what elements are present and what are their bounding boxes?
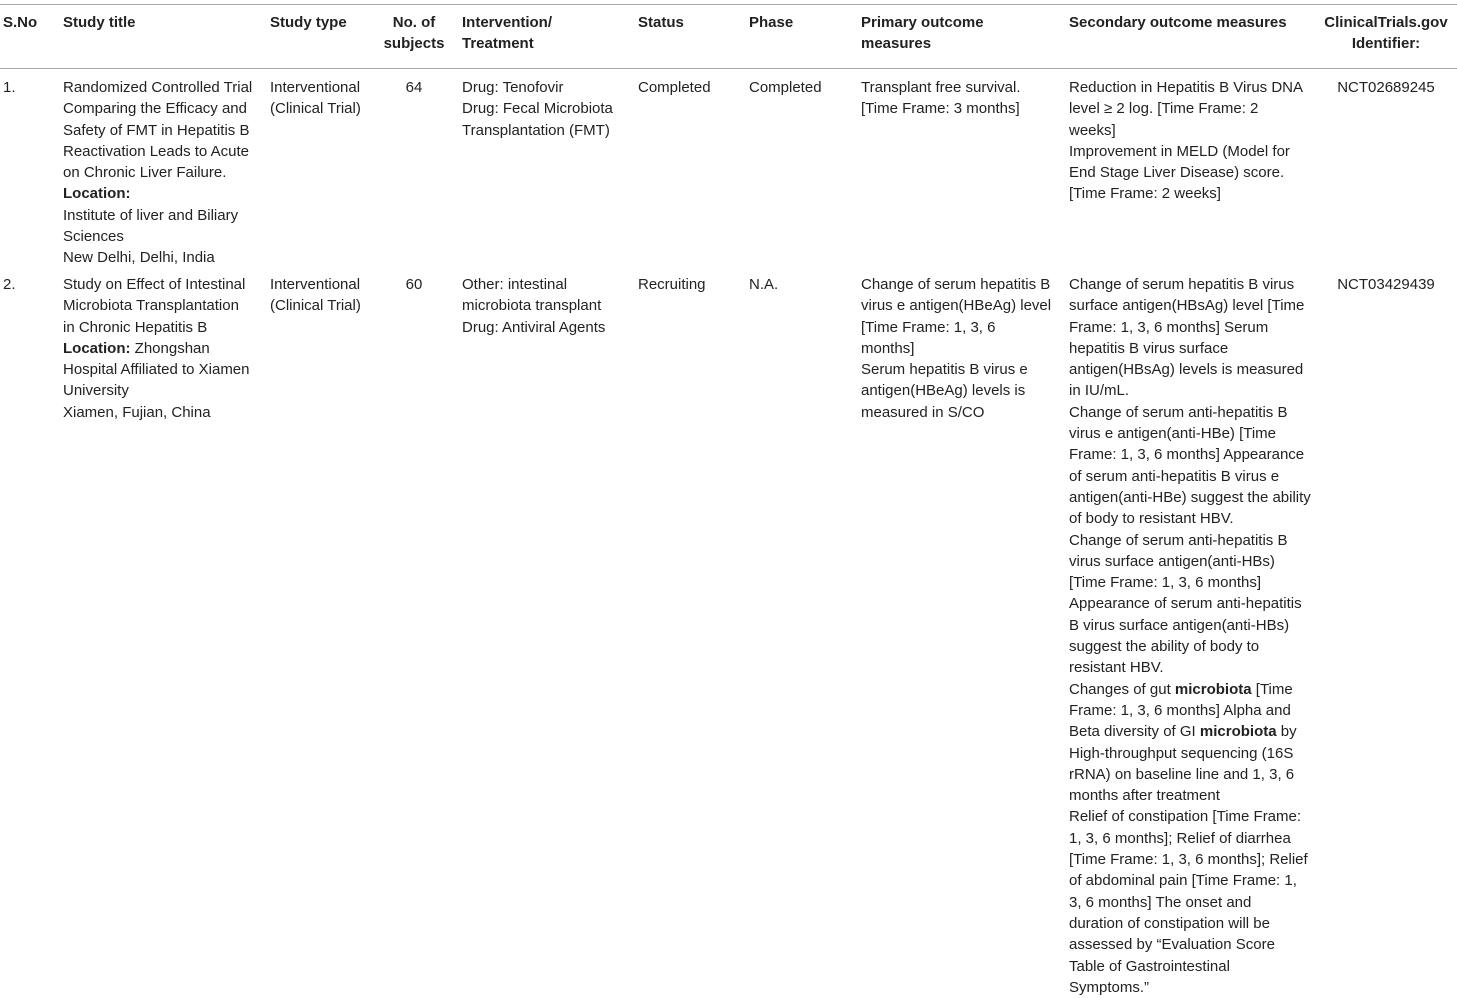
header-intervention-line: Intervention/ — [462, 14, 553, 31]
row-phase: N.A. — [749, 276, 779, 293]
location-line — [63, 338, 250, 359]
location-line — [63, 183, 252, 204]
outcome-line: virus e antigen(anti-HBe) [Time — [1069, 425, 1277, 443]
row-phase: Completed — [749, 79, 822, 96]
outcome-line: Change of serum hepatitis B — [861, 276, 1051, 293]
outcome-line: measured in S/CO — [861, 403, 985, 421]
row-subjects: 64 — [405, 79, 423, 96]
outcome-line: level ≥ 2 log. [Time Frame: 2 — [1069, 100, 1259, 118]
location-line: Hospital Affiliated to Xiamen — [63, 361, 250, 379]
outcome-line: [Time Frame: 1, 3, 6 months] — [1069, 574, 1262, 592]
outcome-line: Appearance of serum anti-hepatitis — [1069, 595, 1302, 613]
outcome-line: Symptoms.” — [1069, 978, 1150, 996]
outcome-line: rRNA) on baseline line and 1, 3, 6 — [1069, 765, 1295, 783]
row-study-title — [63, 77, 252, 269]
outcome-line: of abdominal pain [Time Frame: 1, — [1069, 872, 1297, 890]
type-line: Interventional — [270, 276, 361, 293]
row-primary-outcome — [861, 77, 1021, 120]
outcome-line: [Time Frame: 2 weeks] — [1069, 185, 1221, 203]
row-study-type — [270, 274, 361, 317]
outcome-line: antigen(HBsAg) levels is measured — [1069, 361, 1304, 379]
outcome-line: Changes of gut microbiota [Time — [1069, 680, 1293, 698]
header-subjects-line: No. of — [392, 14, 436, 31]
location-line: Institute of liver and Biliary — [63, 206, 239, 224]
row-primary-outcome — [861, 274, 1051, 423]
outcome-line: weeks] — [1069, 121, 1116, 139]
header-status: Status — [638, 14, 684, 31]
outcome-line: months after treatment — [1069, 787, 1220, 805]
outcome-line: of body to resistant HBV. — [1069, 510, 1234, 528]
row-intervention — [462, 274, 605, 338]
outcome-line: Change of serum hepatitis B virus — [1069, 276, 1295, 293]
outcome-line: months] — [861, 339, 915, 357]
intervention-line: Transplantation (FMT) — [462, 121, 610, 139]
outcome-line: resistant HBV. — [1069, 659, 1164, 677]
header-intervention-line: Treatment — [462, 35, 534, 52]
title-line: Randomized Controlled Trial — [63, 79, 253, 96]
type-line: (Clinical Trial) — [270, 100, 361, 118]
outcome-line: antigen(HBeAg) levels is — [861, 382, 1026, 400]
title-line: Safety of FMT in Hepatitis B — [63, 121, 250, 139]
primary-line: Transplant free survival. — [861, 79, 1021, 96]
outcome-line: Beta diversity of GI microbiota by — [1069, 723, 1297, 741]
header-study-title: Study title — [63, 14, 136, 31]
row-study-type — [270, 77, 361, 120]
title-line: in Chronic Hepatitis B — [63, 318, 208, 336]
row-sno: 1. — [3, 79, 16, 96]
title-line: Microbiota Transplantation — [63, 297, 239, 315]
row-status: Completed — [638, 79, 711, 96]
outcome-line: [Time Frame: 1, 3, 6 months]; Relief — [1069, 851, 1308, 869]
header-subjects-line: subjects — [383, 35, 445, 52]
outcome-line: hepatitis B virus surface — [1069, 339, 1229, 357]
outcome-line: B virus surface antigen(anti-HBs) — [1069, 616, 1290, 634]
location-line: New Delhi, Delhi, India — [63, 249, 215, 267]
outcome-line: Change of serum anti-hepatitis B — [1069, 403, 1288, 421]
title-line: Comparing the Efficacy and — [63, 100, 247, 118]
outcome-line: suggest the ability of body to — [1069, 638, 1260, 656]
row-identifier: NCT03429439 — [1337, 276, 1435, 293]
outcome-line: Frame: 1, 3, 6 months] Appearance — [1069, 446, 1305, 464]
header-identifier-line: Identifier: — [1351, 35, 1421, 52]
location-label: Location: — [63, 185, 131, 203]
header-primary-outcome — [861, 12, 984, 54]
row-intervention — [462, 77, 613, 141]
intervention-line: Drug: Tenofovir — [462, 79, 564, 96]
location-first: Zhongshan — [130, 339, 210, 357]
outcome-line: Improvement in MELD (Model for — [1069, 142, 1290, 160]
row-secondary-outcome — [1069, 274, 1311, 998]
header-primary-line: measures — [861, 35, 932, 52]
outcome-line: Reduction in Hepatitis B Virus DNA — [1069, 79, 1303, 96]
title-line: on Chronic Liver Failure. — [63, 164, 227, 182]
type-line: Interventional — [270, 79, 361, 96]
header-intervention — [462, 12, 552, 54]
outcome-line: virus e antigen(HBeAg) level — [861, 297, 1052, 315]
title-line: Reactivation Leads to Acute — [63, 142, 249, 160]
row-sno: 2. — [3, 276, 16, 293]
location-line: Sciences — [63, 228, 124, 246]
intervention-line: Drug: Antiviral Agents — [462, 318, 606, 336]
primary-line: [Time Frame: 3 months] — [861, 100, 1020, 118]
type-line: (Clinical Trial) — [270, 297, 361, 315]
outcome-line: of serum anti-hepatitis B virus e — [1069, 467, 1280, 485]
intervention-line: Drug: Fecal Microbiota — [462, 100, 613, 118]
outcome-line: 1, 3, 6 months]; Relief of diarrhea — [1069, 829, 1291, 847]
header-study-type: Study type — [270, 14, 347, 31]
header-primary-line: Primary outcome — [861, 14, 984, 31]
title-line: Study on Effect of Intestinal — [63, 276, 246, 293]
header-bottom-rule — [0, 68, 1457, 69]
outcome-line: Relief of constipation [Time Frame: — [1069, 808, 1302, 826]
outcome-line: 3, 6 months] The onset and — [1069, 893, 1252, 911]
outcome-line: [Time Frame: 1, 3, 6 — [861, 318, 996, 336]
header-identifier — [1318, 12, 1454, 54]
row-secondary-outcome — [1069, 77, 1303, 205]
header-secondary-outcome: Secondary outcome measures — [1069, 14, 1287, 31]
row-subjects: 60 — [405, 276, 423, 293]
row-identifier: NCT02689245 — [1337, 79, 1435, 96]
outcome-line: Frame: 1, 3, 6 months] Alpha and — [1069, 701, 1291, 719]
header-sno: S.No — [3, 14, 38, 31]
row-status: Recruiting — [638, 276, 706, 293]
outcome-line: antigen(anti-HBe) suggest the ability — [1069, 488, 1311, 506]
row-study-title — [63, 274, 250, 423]
outcome-line: High-throughput sequencing (16S — [1069, 744, 1294, 762]
header-phase: Phase — [749, 14, 794, 31]
intervention-line: Other: intestinal — [462, 276, 568, 293]
outcome-line: assessed by “Evaluation Score — [1069, 936, 1275, 954]
outcome-line: Table of Gastrointestinal — [1069, 957, 1230, 975]
outcome-line: Frame: 1, 3, 6 months] Serum — [1069, 318, 1269, 336]
location-line: University — [63, 382, 129, 400]
outcome-line: duration of constipation will be — [1069, 914, 1270, 932]
table-top-rule — [0, 4, 1457, 5]
intervention-line: microbiota transplant — [462, 297, 602, 315]
outcome-line: Change of serum anti-hepatitis B — [1069, 531, 1288, 549]
outcome-line: End Stage Liver Disease) score. — [1069, 164, 1285, 182]
outcome-line: virus surface antigen(anti-HBs) — [1069, 552, 1275, 570]
outcome-line: in IU/mL. — [1069, 382, 1130, 400]
outcome-line: Serum hepatitis B virus e — [861, 361, 1028, 379]
header-identifier-line: ClinicalTrials.gov — [1324, 14, 1448, 31]
location-line: Xiamen, Fujian, China — [63, 403, 211, 421]
location-label: Location: — [63, 339, 131, 357]
outcome-line: surface antigen(HBsAg) level [Time — [1069, 297, 1305, 315]
header-subjects — [378, 12, 450, 54]
